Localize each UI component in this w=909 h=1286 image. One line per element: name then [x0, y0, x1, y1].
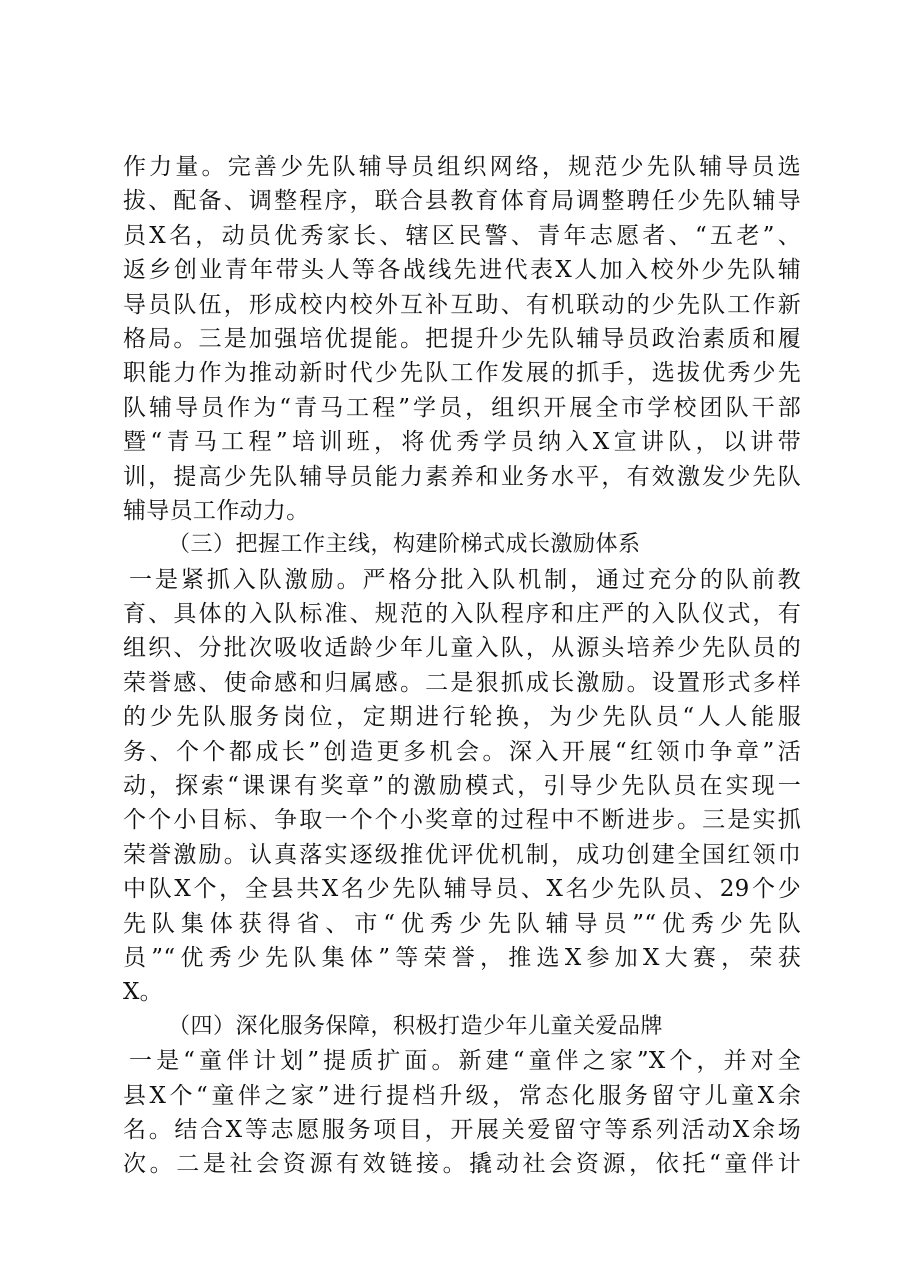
text-line: 荣誉感、使命感和归属感。二是狠抓成长激励。设置形式多样 — [123, 669, 801, 696]
text-line: 一是“童伴计划”提质扩面。新建“童伴之家”X个，并对全 — [129, 1048, 801, 1075]
text-line: 务、个个都成长”创造更多机会。深入开展“红领巾争章”活 — [123, 738, 801, 765]
text-line: 作力量。完善少先队辅导员组织网络，规范少先队辅导员选 — [123, 154, 801, 180]
paragraph-block-2 — [123, 563, 801, 1010]
text-line: 荣誉激励。认真落实逐级推优评优机制，成功创建全国红领巾 — [123, 841, 801, 868]
text-line: 格局。三是加强培优提能。把提升少先队辅导员政治素质和履 — [123, 325, 801, 352]
section-heading-4: （四）深化服务保障，积极打造少年儿童关爱品牌 — [168, 1013, 664, 1039]
text-line: 队辅导员作为“青马工程”学员，组织开展全市学校团队干部 — [123, 394, 801, 421]
text-line: 的少先队服务岗位，定期进行轮换，为少先队员“人人能服 — [123, 704, 801, 731]
text-line: 拔、配备、调整程序，联合县教育体育局调整聘任少先队辅导 — [123, 188, 801, 215]
paragraph-block-3 — [123, 1044, 801, 1182]
text-line: 暨“青马工程”培训班，将优秀学员纳入X宣讲队，以讲带 — [123, 429, 801, 456]
text-line: 动，探索“课课有奖章”的激励模式，引导少先队员在实现一 — [123, 773, 801, 800]
text-line: X。 — [123, 979, 163, 1006]
text-line: 训，提高少先队辅导员能力素养和业务水平，有效激发少先队 — [123, 463, 801, 490]
text-line: 次。二是社会资源有效链接。撬动社会资源，依托“童伴计 — [123, 1151, 801, 1178]
document-body — [123, 150, 801, 1182]
text-line: 职能力作为推动新时代少先队工作发展的抓手，选拔优秀少先 — [123, 360, 801, 387]
text-line: 育、具体的入队标准、规范的入队程序和庄严的入队仪式，有 — [123, 601, 801, 628]
text-line: 辅导员工作动力。 — [123, 497, 310, 524]
text-line: 导员队伍，形成校内校外互补互助、有机联动的少先队工作新 — [123, 291, 801, 318]
text-line: 返乡创业青年带头人等各战线先进代表X人加入校外少先队辅 — [123, 257, 801, 284]
text-line: 个个小目标、争取一个个小奖章的过程中不断进步。三是实抓 — [123, 807, 801, 834]
text-line: 员”“优秀少先队集体”等荣誉，推选X参加X大赛，荣获 — [123, 944, 801, 971]
text-line: 县X个“童伴之家”进行提档升级，常态化服务留守儿童X余 — [123, 1082, 801, 1109]
text-line: 名。结合X等志愿服务项目，开展关爱留守等系列活动X余场 — [123, 1116, 801, 1143]
text-line: 组织、分批次吸收适龄少年儿童入队，从源头培养少先队员的 — [123, 635, 801, 662]
text-line: 中队X个，全县共X名少先队辅导员、X名少先队员、29个少 — [123, 876, 801, 903]
text-line: 一是紧抓入队激励。严格分批入队机制，通过充分的队前教 — [129, 566, 801, 593]
paragraph-block-1 — [123, 150, 801, 528]
section-heading-3: （三）把握工作主线，构建阶梯式成长激励体系 — [168, 532, 641, 558]
text-line: 员X名，动员优秀家长、辖区民警、青年志愿者、“五老”、 — [123, 222, 801, 249]
text-line: 先队集体获得省、市“优秀少先队辅导员”“优秀少先队 — [123, 910, 801, 937]
